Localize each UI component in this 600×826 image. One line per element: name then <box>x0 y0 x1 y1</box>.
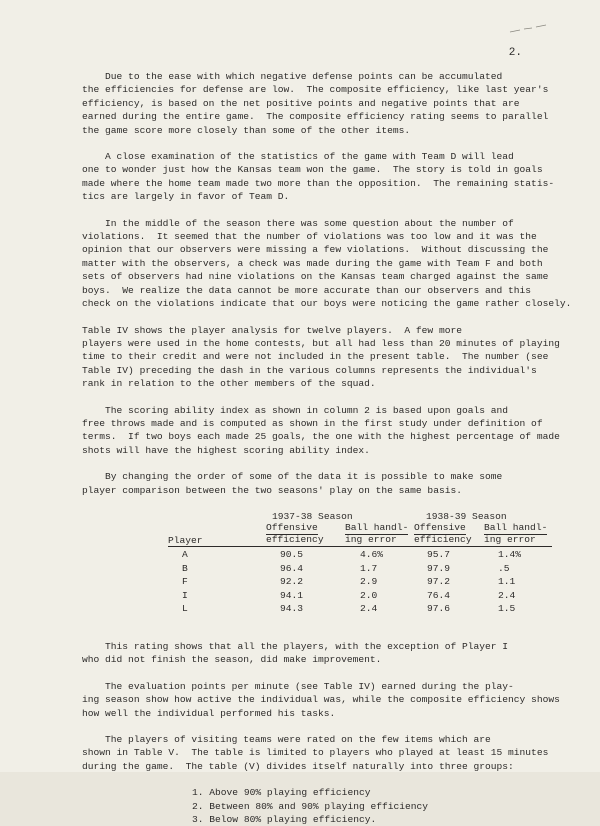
text-line: The players of visiting teams were rated on the few items which are <box>82 734 491 745</box>
paragraph <box>82 733 550 773</box>
text-line: during the game. The table (V) divides itself naturally into three groups: <box>82 760 514 772</box>
text-line: one to wonder just how the Kansas team won the game. The story is told in goals <box>82 164 543 176</box>
s1-error-cell: 2.0 <box>360 589 378 601</box>
s2-efficiency-cell: 76.4 <box>427 589 451 601</box>
s1-efficiency-cell: 92.2 <box>280 576 304 588</box>
paragraph <box>82 640 550 667</box>
list-item: 1. Above 90% playing efficiency <box>192 787 371 799</box>
s2-efficiency-cell: 95.7 <box>427 548 451 560</box>
s1-efficiency-cell: 94.1 <box>280 589 304 601</box>
paragraph <box>82 680 560 720</box>
s2-efficiency-cell: 97.2 <box>427 576 451 588</box>
header-rule <box>168 535 552 547</box>
text-line: rank in relation to the other members of the squad. <box>82 378 376 390</box>
s1-error-cell: 2.4 <box>360 603 378 615</box>
text-line: A close examination of the statistics of the game with Team D will lead <box>82 151 514 163</box>
text-line: The scoring ability index as shown in column 2 is based upon goals and <box>82 404 509 416</box>
text-line: the efficiencies for defense are low. The composite efficiency, like last year's <box>82 84 549 96</box>
s1-error-cell: 4.6% <box>360 548 384 560</box>
player-cell: L <box>182 603 188 615</box>
text-line: who did not finish the season, did make improvement. <box>82 654 382 666</box>
text-line: terms. If two boys each made 25 goals, the one with the highest percentage of made <box>82 431 560 443</box>
s1-col-a-1: Offensive <box>266 521 318 535</box>
text-line: Table IV) preceding the dash in the various columns represents the individual's <box>82 364 537 376</box>
paragraph <box>82 324 560 391</box>
paragraph <box>82 404 560 458</box>
player-cell: A <box>182 548 188 560</box>
player-cell: F <box>182 576 188 588</box>
s2-error-cell: 1.4% <box>498 548 522 560</box>
s2-error-cell: 2.4 <box>498 589 516 601</box>
pencil-mark <box>508 24 548 34</box>
text-line: Table IV shows the player analysis for twelve players. A few more <box>82 324 462 336</box>
player-header: Player <box>168 534 203 546</box>
body-text <box>82 70 572 497</box>
text-line: tics are largely in favor of Team D. <box>82 191 290 203</box>
paragraph <box>82 150 555 204</box>
s2-error-cell: .5 <box>498 562 510 574</box>
s2-efficiency-cell: 97.9 <box>427 562 451 574</box>
s2-col-a-2: efficiency <box>414 533 472 545</box>
text-line: This rating shows that all the players, with the exception of Player I <box>82 640 509 652</box>
text-line: check on the violations indicate that our boys were noticing the game rather closely. <box>82 298 572 310</box>
text-line: shown in Table V. The table is limited to players who played at least 15 minutes <box>82 747 549 759</box>
player-cell: I <box>182 589 188 601</box>
text-line: By changing the order of some of the data it is possible to make some <box>82 471 503 483</box>
paragraph <box>82 217 572 311</box>
s1-efficiency-cell: 90.5 <box>280 548 304 560</box>
s2-col-b-1: Ball handl- <box>484 521 547 535</box>
s2-col-a-1: Offensive <box>414 521 466 535</box>
text-line: boys. We realize the data cannot be more accurate than our observers and this <box>82 284 532 296</box>
text-line: the game score more closely than some of the other items. <box>82 124 411 136</box>
s1-col-b-1: Ball handl- <box>345 521 408 535</box>
season-comparison-table <box>82 510 550 628</box>
text-line: time to their credit and were not included in the present table. The number (see <box>82 351 549 363</box>
s1-efficiency-cell: 94.3 <box>280 603 304 615</box>
text-line: violations. It seemed that the number of violations was too low and it was the <box>82 231 537 243</box>
text-line: matter with the observers, a check was made during the game with Team F and both <box>82 257 543 269</box>
text-line: ing season show how active the individual was, while the composite efficiency shows <box>82 694 560 706</box>
text-line: made where the home team made two more than the opposition. The remaining statis- <box>82 177 555 189</box>
s2-error-cell: 1.5 <box>498 603 516 615</box>
text-line: shots will have the highest scoring ability index. <box>82 444 370 456</box>
text-line: efficiency, is based on the net positive points and negative points that are <box>82 97 520 109</box>
s1-col-a-2: efficiency <box>266 533 324 545</box>
text-line: opinion that our observers were missing a few violations. Without discussing the <box>82 244 549 256</box>
s1-error-cell: 2.9 <box>360 576 378 588</box>
text-line: Due to the ease with which negative defense points can be accumulated <box>82 71 503 82</box>
s1-efficiency-cell: 96.4 <box>280 562 304 574</box>
s2-col-b-2: ing error <box>484 533 536 545</box>
season2-header: 1938-39 Season <box>426 510 507 522</box>
paragraph <box>82 70 550 137</box>
text-line: free throws made and is computed as shown in the first study under definition of <box>82 417 543 429</box>
body-text-continued <box>82 640 560 773</box>
text-line: how well the individual performed his tasks. <box>82 707 336 719</box>
text-line: players were used in the home contests, but all had less than 20 minutes of playing <box>82 337 560 349</box>
list-item: 3. Below 80% playing efficiency. <box>192 814 377 826</box>
text-line: In the middle of the season there was some question about the number of <box>82 217 514 229</box>
text-line: sets of observers had nine violations on the Kansas team charged against the same <box>82 271 549 283</box>
season1-header: 1937-38 Season <box>272 510 353 522</box>
player-cell: B <box>182 562 188 574</box>
list-item: 2. Between 80% and 90% playing efficiency <box>192 800 429 812</box>
page-number: 2. <box>508 47 522 59</box>
s1-col-b-2: ing error <box>345 533 397 545</box>
text-line: player comparison between the two seasons' play on the same basis. <box>82 484 462 496</box>
paragraph <box>82 470 550 497</box>
text-line: The evaluation points per minute (see Table IV) earned during the play- <box>82 680 514 692</box>
text-line: earned during the entire game. The composite efficiency rating seems to parallel <box>82 111 549 123</box>
s2-efficiency-cell: 97.6 <box>427 603 451 615</box>
s1-error-cell: 1.7 <box>360 562 378 574</box>
groups-list <box>192 786 550 826</box>
s2-error-cell: 1.1 <box>498 576 516 588</box>
